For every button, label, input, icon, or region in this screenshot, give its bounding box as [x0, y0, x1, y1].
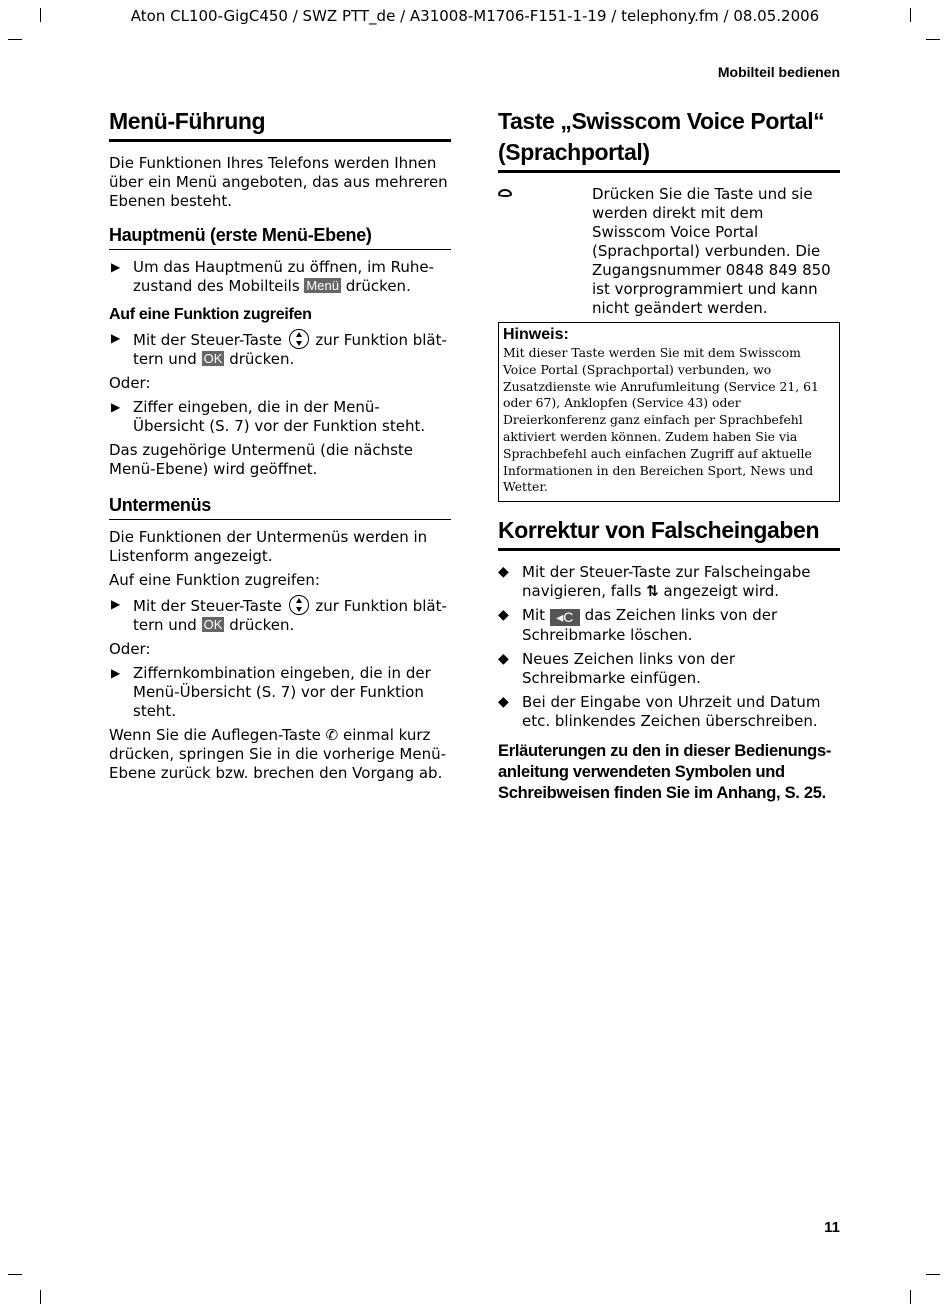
access-function-label: Auf eine Funktion zugreifen:: [109, 571, 320, 589]
note-text: Mit dieser Taste werden Sie mit dem Swisscom Voice Portal (Sprachportal) verbunden, wo Zusatzdienste wie Anrufumleitung (Service 21, 61 oder 67), Anklopfen (Service 43) oder Dreierkonferenz ganz einfach per Sprachbefehl aktiviert werden können. Zudem haben Sie via Sprachbefehl auch einfachen Zugriff auf aktuelle Informationen in den Bereichen Sport, News und Wetter.: [503, 345, 819, 495]
list-item: ◆ Neues Zeichen links von der Schreibmarke einfügen.: [498, 650, 736, 688]
up-down-arrows-icon: ⇅: [646, 582, 659, 601]
document-header-line: Aton CL100-GigC450 / SWZ PTT_de / A31008-M1706-F151-1-19 / telephony.fm / 08.05.2006: [130, 7, 820, 25]
note-title: Hinweis:: [503, 326, 569, 343]
hang-up-key-icon: ✆: [325, 726, 339, 744]
triangle-bullet-icon: ▶: [111, 260, 121, 274]
diamond-bullet-icon: ◆: [498, 694, 509, 711]
crop-mark: [926, 39, 940, 40]
crop-mark: [926, 1274, 940, 1275]
crop-mark: [8, 39, 22, 40]
triangle-bullet-icon: ▶: [111, 331, 121, 345]
or-label: Oder:: [109, 374, 151, 392]
list-item: ▶ Um das Hauptmenü zu öffnen, im Ruhezustand des Mobilteils Menü drücken.: [111, 258, 435, 295]
or-label: Oder:: [109, 640, 151, 658]
page-number: 11: [824, 1219, 840, 1236]
right-column: [498, 106, 840, 804]
list-item: ▶ Mit der Steuer-Taste zur Funktion blättern und OK drücken.: [111, 597, 447, 634]
section-title-menu-navigation: Menü-Führung: [109, 106, 451, 142]
list-item: ◆ Mit ◂C das Zeichen links von der Schreibmarke löschen.: [498, 606, 778, 645]
subsection-title-submenus: Untermenüs: [109, 493, 451, 520]
heading-access-function: Auf eine Funktion zugreifen: [109, 306, 312, 323]
control-key-icon: [289, 595, 309, 615]
hang-up-paragraph: Wenn Sie die Auflegen-Taste ✆ einmal kurz drücken, springen Sie in die vorherige Menü-Ebene zurück bzw. brechen den Vorgang ab.: [109, 726, 447, 782]
diamond-bullet-icon: ◆: [498, 651, 509, 668]
submenu-intro-paragraph: Die Funktionen der Untermenüs werden in Listenform angezeigt.: [109, 528, 428, 565]
running-title: Mobilteil bedienen: [717, 64, 840, 80]
triangle-bullet-icon: ▶: [111, 666, 121, 680]
left-column: [109, 106, 451, 788]
menu-key: Menü: [306, 278, 339, 293]
diamond-bullet-icon: ◆: [498, 607, 509, 624]
ok-key: OK: [203, 351, 223, 366]
menu-intro-paragraph: Die Funktionen Ihres Telefons werden Ihnen über ein Menü angeboten, das aus mehreren Ebenen besteht.: [109, 154, 448, 210]
section-title-correction: Korrektur von Falscheingaben: [498, 515, 840, 551]
control-key-icon: [289, 329, 309, 349]
list-item: ◆ Bei der Eingabe von Uhrzeit und Datum etc. blinkendes Zeichen überschreiben.: [498, 693, 821, 731]
triangle-bullet-icon: ▶: [111, 400, 121, 414]
crop-mark: [8, 1274, 22, 1275]
note-box: [498, 322, 840, 502]
crop-mark: [40, 1290, 41, 1304]
diamond-bullet-icon: ◆: [498, 564, 509, 581]
list-item: ▶ Ziffernkombination eingeben, die in der Menü-Übersicht (S. 7) vor der Funktion steht.: [111, 664, 431, 720]
crop-mark: [910, 1290, 911, 1304]
list-item: ◆ Mit der Steuer-Taste zur Falscheingabe navigieren, falls ⇅ angezeigt wird.: [498, 563, 811, 601]
section-title-voice-portal: Taste „Swisscom Voice Portal“ (Sprachportal): [498, 106, 840, 173]
triangle-bullet-icon: ▶: [111, 597, 121, 611]
delete-key: ◂C: [550, 609, 580, 626]
list-item: ▶ Ziffer eingeben, die in der Menü-Übersicht (S. 7) vor der Funktion steht.: [111, 398, 426, 435]
submenu-opened-paragraph: Das zugehörige Untermenü (die nächste Menü-Ebene) wird geöffnet.: [109, 441, 414, 478]
list-item: ▶ Mit der Steuer-Taste zur Funktion blättern und OK drücken.: [111, 331, 447, 368]
voice-portal-key-icon: [498, 189, 512, 197]
appendix-reference-note: Erläuterungen zu den in dieser Bedienungsanleitung verwendeten Symbolen und Schreibweisen finden Sie im Anhang, S. 25.: [498, 742, 832, 803]
voice-portal-definition: Drücken Sie die Taste und sie werden direkt mit dem Swisscom Voice Portal (Sprachportal) verbunden. Die Zugangsnummer 0848 849 850 ist vorprogrammiert und kann nicht geändert werden.: [498, 185, 840, 318]
subsection-title-main-menu: Hauptmenü (erste Menü-Ebene): [109, 223, 451, 250]
ok-key: OK: [203, 617, 223, 632]
